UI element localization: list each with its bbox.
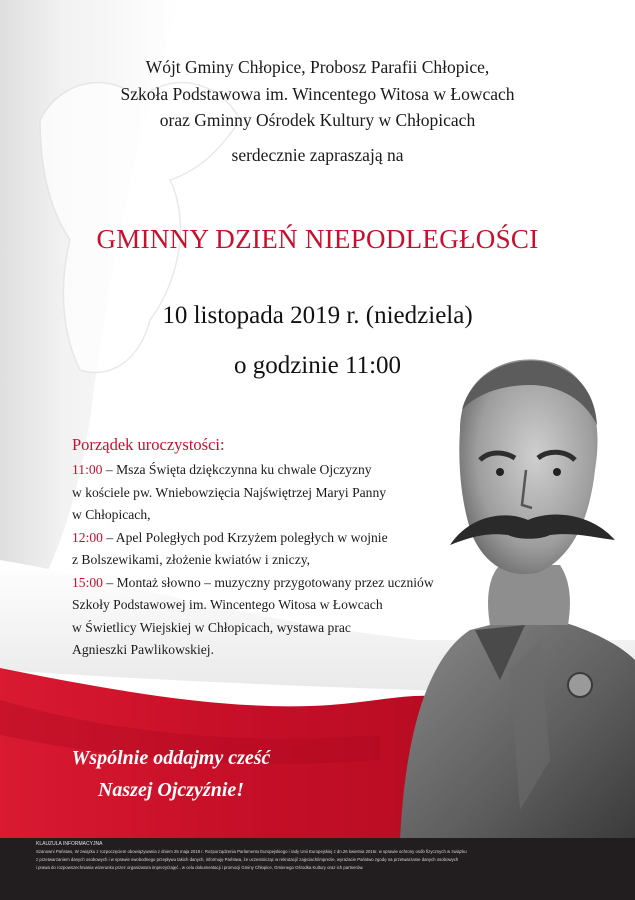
program-item-1-line-2: w kościele pw. Wniebowzięcia Najświętrzej Maryi Panny — [72, 484, 387, 500]
program-item-text: – Apel Poległych pod Krzyżem poległych w wojnie — [102, 529, 388, 545]
program-item-time: 15:00 — [72, 574, 103, 590]
program-item-1-line-1 — [72, 459, 472, 482]
slogan-line-2: Naszej Ojczyźnie! — [97, 779, 245, 801]
clause-body — [36, 848, 606, 871]
program-item-time: 12:00 — [72, 529, 103, 545]
event-date: 10 listopada 2019 r. (niedziela) — [162, 302, 473, 329]
intro-line-3: oraz Gminny Ośrodek Kultury w Chłopicach — [159, 110, 476, 130]
program-item-3-line-4: Agnieszki Pawlikowskiej. — [72, 642, 214, 657]
information-clause-footer — [0, 838, 635, 900]
event-title: GMINNY DZIEŃ NIEPODLEGŁOŚCI — [96, 224, 539, 254]
program-item-time: 11:00 — [72, 462, 103, 477]
program-item-2-line-2: z Bolszewikami, złożenie kwiatów i zniczy, — [72, 552, 311, 567]
program-item-2-line-1 — [72, 527, 472, 550]
program-item-3-line-1 — [72, 572, 472, 595]
intro-line-2: Szkoła Podstawowa im. Wincentego Witosa w Łowcach — [120, 83, 515, 104]
program-item-3-line-3: w Świetlicy Wiejskiej w Chłopicach, wystawa prac — [72, 619, 351, 635]
slogan-line-1: Wspólnie oddajmy cześć — [71, 747, 271, 769]
program-item-1-line-3: w Chłopicach, — [72, 507, 151, 522]
program-item-text: – Msza Święta dziękczynna ku chwale Ojczyzny — [102, 462, 372, 477]
clause-title: KLAUZULA INFORMACYJNA — [36, 841, 103, 847]
intro-line-1: Wójt Gminy Chłopice, Probosz Parafii Chłopice, — [145, 57, 490, 77]
program-section — [72, 432, 472, 662]
program-item-text: – Montaż słowno – muzyczny przygotowany przez uczniów — [102, 574, 434, 590]
event-hour: o godzinie 11:00 — [233, 352, 402, 379]
clause-line-1: Szanowni Państwo, W związku z rozpoczęciem obowiązywania z dniem 25 maja 2018 r. Rozporządzenia Parlamentu Europejskiego i rady Unii Europejskiej z dn.26 kwietnia 2016r. w sprawie ochrony osób fizycznych w związku — [36, 849, 467, 854]
program-item-3-line-2: Szkoły Podstawowej im. Wincentego Witosa w Łowcach — [72, 597, 383, 612]
clause-line-2: z przetwarzaniem danych osobowych i w sprawie swobodnego przepływu takich danych, informuję Państwa, że uczestnicząc w rekrutacji/ zajęciach/imprezie, wyrażacie Państwo zgodę na przetwarzanie danych osobowych — [36, 856, 459, 862]
clause-line-3: i prawa do rozpowszechniania wizerunku przez organizatora imprezy/zajęć , w celu dokumentacji i promocji Gminy Chłopice, Gminnego Ośrodka Kultury oraz ich partnerów. — [36, 864, 364, 870]
slogan — [46, 742, 296, 806]
intro-line-4: serdecznie zapraszają na — [231, 144, 404, 165]
program-heading: Porządek uroczystości: — [72, 435, 225, 454]
invitation-intro — [0, 54, 635, 168]
